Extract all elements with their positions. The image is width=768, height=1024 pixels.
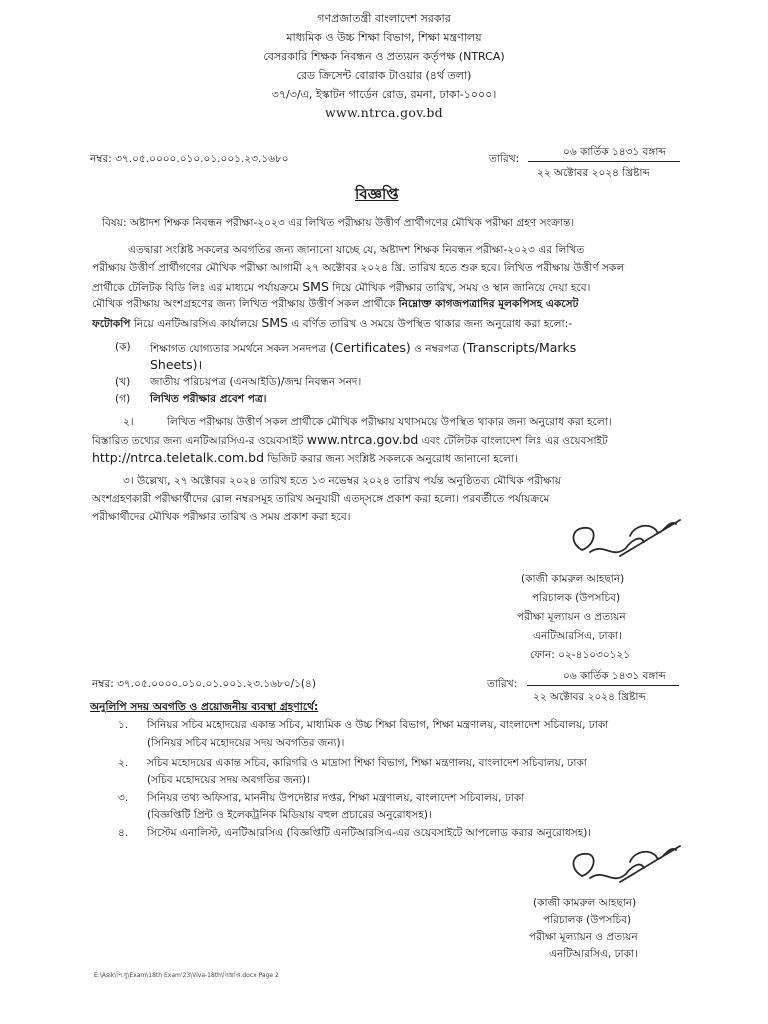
para1-line4-a: মৌখিক পরীক্ষায় অংশগ্রহণের জন্য লিখিত পরীক্ষায় উত্তীর্ণ সকল প্রার্থীকে	[92, 298, 396, 310]
signature-2-name: (কাজী কামরুল আহছান)	[533, 897, 637, 909]
date-english: ২২ অক্টোবর ২০২৪ খ্রিষ্টাব্দ	[537, 167, 650, 179]
copy-3-line1: সিনিয়র তথ্য অফিসার, মাননীয় উপদেষ্টার দপ্তর, শিক্ষা মন্ত্রণালয়, বাংলাদেশ সচিবালয়, ঢাকা	[147, 792, 525, 804]
authority-line: বেসরকারি শিক্ষক নিবন্ধন ও প্রত্যয়ন কর্তৃপক্ষ (NTRCA)	[263, 50, 505, 63]
doc-item-ka-num: (ক)	[115, 341, 131, 353]
copy-3-num: ৩.	[118, 792, 129, 804]
copy-1-line1: সিনিয়র সচিব মহোদয়ের একান্ত সচিব, মাধ্যমিক ও উচ্চ শিক্ষা বিভাগ, শিক্ষা মন্ত্রণালয়, বাংলাদেশ সচিবালয়, ঢাকা	[147, 719, 609, 731]
para1-line1: এতদ্বারা সংশ্লিষ্ট সকলের অবগতির জন্য জানানো যাচ্ছে যে, অষ্টাদশ শিক্ষক নিবন্ধন পরীক্ষা-২০২৩ এর লিখিত	[128, 244, 585, 256]
memo2-date-label: তারিখ:	[487, 678, 518, 690]
transcripts-label: (Transcripts/Marks	[462, 340, 577, 355]
para1-line3	[92, 279, 590, 298]
signature-1-phone: ফোন: ০২-৪১০৩০১২১	[530, 649, 631, 661]
memo2-date-english: ২২ অক্টোবর ২০২৪ খ্রিষ্টাব্দ	[533, 691, 646, 703]
copy-3-line2: (বিজ্ঞপ্তিটি প্রিন্ট ও ইলেকট্রনিক মিডিয়ায় বহুল প্রচারের অনুরোধসহ)।	[147, 809, 432, 821]
footer-file-path: E:\Asik\পি.যু\Exam\18th Exam'23\Viva-18th\বিজ্ঞপ্তি.docx Page 2	[94, 972, 279, 979]
subject-line: বিষয়: অষ্টাদশ শিক্ষক নিবন্ধন পরীক্ষা-২০২৩ এর লিখিত পরীক্ষায় উত্তীর্ণ প্রার্থীগণের মৌখিক পরীক্ষা গ্রহণ সংক্রান্ত।	[102, 217, 575, 229]
para3-line3: পরীক্ষার্থীদের মৌখিক পরীক্ষার তারিখ ও সময় প্রকাশ করা হবে।	[92, 511, 351, 523]
date-bangla: ০৬ কার্তিক ১৪৩১ বঙ্গাব্দ	[563, 146, 666, 158]
signature-2-org: এনটিআরসিএ, ঢাকা।	[549, 948, 638, 960]
para2-line2	[92, 432, 608, 451]
para3-line2: অংশগ্রহণকারী পরীক্ষার্থীদের রোল নম্বরসমূহ তারিখ অনুযায়ী এতদ্সঙ্গে প্রকাশ করা হলো। পরবর্তীতে পর্যায়ক্রমে	[92, 493, 550, 505]
copy-4-num: ৪.	[118, 827, 129, 839]
sms-label: SMS	[302, 279, 329, 294]
para1-line4	[92, 297, 578, 314]
address-line: ৩৭/৩/এ, ইস্কাটন গার্ডেন রোড, রমনা, ঢাকা-১০০০।	[271, 88, 497, 101]
notice-title: বিজ্ঞপ্তি	[355, 185, 399, 203]
memo-number: নম্বর: ৩৭.০৫.০০০০.০১০.০১.০০১.২৩.১৬৮০	[90, 153, 289, 165]
copy-heading: অনুলিপি সদয় অবগতি ও প্রয়োজনীয় ব্যবস্থা গ্রহণার্থে:	[90, 701, 319, 713]
para1-line5-c: এ বর্ণিত তারিখ ও সময়ে উপস্থিত থাকার জন্য অনুরোধ করা হলো:-	[291, 318, 573, 330]
para3-line1: ৩। উল্লেখ্য, ২৭ অক্টোবর ২০২৪ তারিখ হতে ১৩ নভেম্বর ২০২৪ তারিখ পর্যন্ত অনুষ্ঠিতব্য মৌখিক পরীক্ষায়	[123, 475, 561, 487]
memo2-date-divider	[527, 685, 679, 686]
para2-line2-b: এবং টেলিটক বাংলাদেশ লিঃ এর ওয়েবসাইট	[421, 435, 608, 447]
date-divider	[528, 161, 680, 162]
signature-1-org: এনটিআরসিএ, ঢাকা।	[533, 630, 622, 642]
certificates-label: (Certificates)	[329, 340, 411, 355]
para1-line5	[92, 315, 572, 334]
govt-line: গণপ্রজাতন্ত্রী বাংলাদেশ সরকার	[317, 12, 451, 25]
signature-2-scribble	[560, 838, 690, 898]
building-line: রেড ক্রিসেন্ট বোরাক টাওয়ার (৪র্থ তলা)	[296, 69, 472, 82]
memo2-number: নম্বর: ৩৭.০৫.০০০০.০১০.০১.০০১.২৩.১৬৮০/১(৪)	[92, 678, 316, 690]
signature-1-scribble	[560, 512, 690, 572]
para2-line1: লিখিত পরীক্ষায় উত্তীর্ণ সকল প্রার্থীকে মৌখিক পরীক্ষায় যথাসময়ে উপস্থিত থাকার জন্য অনুরোধ করা হলো।	[167, 416, 612, 428]
doc-item-kha: জাতীয় পরিচয়পত্র (এনআইডি)/জন্ম নিবন্ধন সনদ।	[150, 376, 362, 388]
signature-2-designation: পরিচালক (উপসচিব)	[543, 914, 632, 926]
para1-line3-b: দিয়ে মৌখিক পরীক্ষার তারিখ, সময় ও স্থান জানিয়ে দেয়া হবে।	[332, 282, 591, 294]
para2-line3	[92, 450, 518, 469]
signature-2-dept: পরীক্ষা মূল্যায়ন ও প্রত্যয়ন	[529, 931, 638, 943]
sms-label-2: SMS	[261, 315, 288, 330]
marks-sheets-label: Sheets)।	[150, 357, 203, 372]
date-label: তারিখ:	[489, 153, 520, 165]
doc-item-kha-num: (খ)	[115, 376, 131, 388]
para1-line3-a: প্রার্থীকে টেলিটক বিডি লিঃ এর মাধ্যমে পর্যায়ক্রমে	[92, 282, 299, 294]
ntrca-website-link[interactable]: www.ntrca.gov.bd	[306, 432, 419, 447]
signature-1-dept: পরীক্ষা মূল্যায়ন ও প্রত্যয়ন	[517, 611, 626, 623]
ministry-line: মাধ্যমিক ও উচ্চ শিক্ষা বিভাগ, শিক্ষা মন্ত্রণালয়	[286, 31, 482, 44]
website-link[interactable]: www.ntrca.gov.bd	[325, 105, 443, 120]
doc-item-ka-text: শিক্ষাগত যোগ্যতার সমর্থনে সকল সনদপত্র	[150, 343, 327, 355]
doc-item-ka-mid: ও নম্বরপত্র	[414, 343, 459, 355]
signature-1-designation: পরিচালক (উপসচিব)	[532, 592, 621, 604]
para1-line5-b: নিয়ে এনটিআরসিএ কার্যালয়ে	[133, 318, 258, 330]
copy-1-num: ১.	[118, 719, 129, 731]
copy-4-line1: সিস্টেম এনালিস্ট, এনটিআরসিএ (বিজ্ঞপ্তিটি এনটিআরসিএ-এর ওয়েবসাইটে আপলোড করার অনুরোধসহ)।	[147, 827, 592, 839]
para1-photocopy: ফটোকপি	[92, 318, 131, 330]
teletalk-website-link[interactable]: http://ntrca.teletalk.com.bd	[92, 450, 265, 465]
signature-1-name: (কাজী কামরুল আহছান)	[521, 573, 625, 585]
para1-line2: পরীক্ষায় উত্তীর্ণ প্রার্থীগণের মৌখিক পরীক্ষা আগামী ২৭ অক্টোবর ২০২৪ খ্রি. তারিখ হতে শুরু হবে। লিখিত পরীক্ষায় উত্তীর্ণ সকল	[92, 262, 625, 274]
para2-num: ২।	[123, 416, 134, 428]
doc-item-ga: লিখিত পরীক্ষার প্রবেশ পত্র।	[150, 393, 267, 405]
copy-2-num: ২.	[118, 757, 129, 769]
copy-1-line2: (সিনিয়র সচিব মহোদয়ের সদয় অবগতির জন্য)।	[147, 737, 345, 749]
memo2-date-bangla: ০৬ কার্তিক ১৪৩১ বঙ্গাব্দ	[563, 670, 666, 682]
para1-line4-bold: নিম্নোক্ত কাগজপত্রাদির মূলকপিসহ একসেট	[398, 298, 579, 310]
para2-line2-a: বিস্তারিত তথ্যের জন্য এনটিআরসিএ-র ওয়েবসাইট	[92, 435, 304, 447]
copy-2-line1: সচিব মহোদয়ের একান্ত সচিব, কারিগরি ও মাদ্রাসা শিক্ষা বিভাগ, শিক্ষা মন্ত্রণালয়, বাংলাদেশ সচিবালয়, ঢাকা	[147, 757, 587, 769]
para2-line3-b: ভিজিট করার জন্য সংশ্লিষ্ট সকলকে অনুরোধ জানানো হলো।	[267, 453, 518, 465]
copy-2-line2: (সচিব মহোদয়ের সদয় অবগতির জন্য)।	[147, 774, 310, 786]
doc-item-ka	[150, 340, 576, 359]
doc-item-ga-num: (গ)	[115, 393, 131, 405]
